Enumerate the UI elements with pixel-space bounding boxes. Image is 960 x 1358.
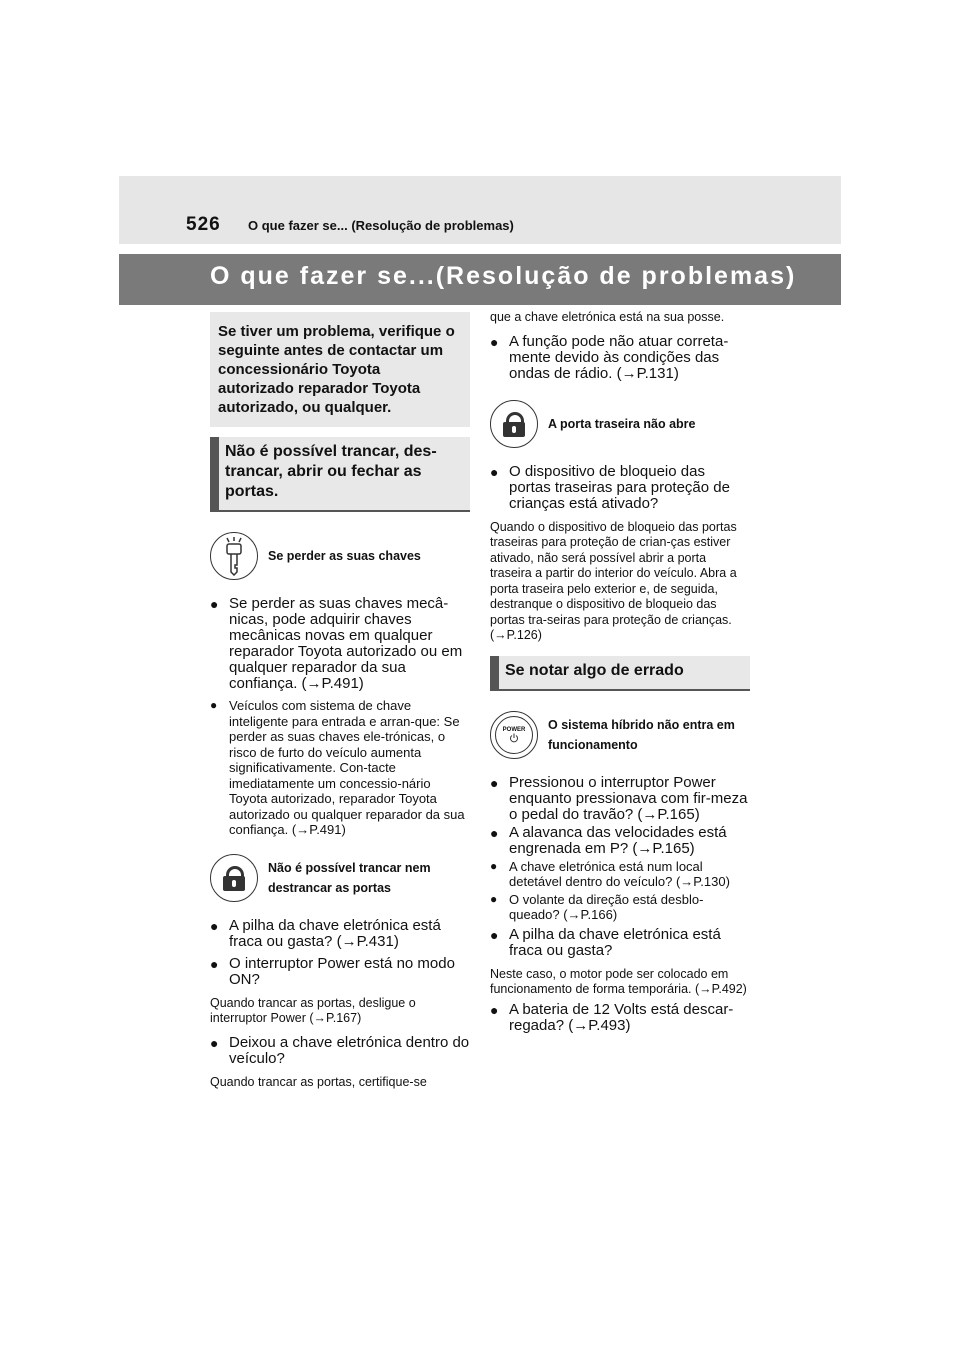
right-column [490,305,750,1034]
note-text: Quando trancar as portas, certifique-se [210,1074,427,1089]
note-text: que a chave eletrónica está na sua posse. [490,310,725,324]
header-bar [119,176,841,244]
list-item: ● O volante da direção está desblo-queado? (→P.166) [490,891,704,922]
subsection-title: Não é possível trancar nem destrancar as portas [268,860,431,895]
power-button-icon: POWER [490,711,538,759]
list-item: ● A pilha da chave eletrónica está fraca ou gasta? [490,925,721,959]
list-item: ● A chave eletrónica está num local detetável dentro do veículo? (→P.130) [490,858,730,889]
subsection-title: Se perder as suas chaves [268,549,421,563]
subsection-rear-door [490,400,750,448]
note-text: Quando o dispositivo de bloqueio das portas traseiras para proteção de crian-ças estiver ativado, não será possível abrir a porta traseira a partir do interior do veículo. Abra a porta traseira pelo exterior e, de seguida, destranque o dispositivo de bloqueio das portas tra-seiras para proteção de crianças. (→P.126) [490,519,737,642]
header-title: O que fazer se... (Resolução de problemas) [248,218,514,233]
section-title-issues: Se notar algo de errado [490,656,750,691]
list-item: ● A pilha da chave eletrónica está fraca ou gasta? (→P.431) [210,916,441,950]
intro-box: Se tiver um problema, verifique o seguinte antes de contactar um concessionário Toyota autorizado reparador Toyota autorizado, ou qualquer. [210,312,470,427]
note-text: Quando trancar as portas, desligue o interruptor Power (→P.167) [210,995,416,1025]
subsection-cannot-lock [210,854,470,902]
lock-icon [210,854,258,902]
list-item: ● O interruptor Power está no modo ON? [210,954,455,988]
list-item: ● Veículos com sistema de chave inteligente para entrada e arran-que: Se perder as suas chaves ele-trónicas, o risco de furto do veículo aumenta significativamente. Con-tacte imediatamente um concessio-nário Toyota autorizado, reparador Toyota autorizado ou qualquer reparador da sua confiança. (→P.491) [210,698,465,837]
band-title: O que fazer se...(Resolução de problemas) [210,262,797,290]
subsection-title: O sistema híbrido não entra em funcionamento [548,717,735,752]
list-item: ● A bateria de 12 Volts está descar-regada? (→P.493) [490,1000,734,1034]
list-item: ● O dispositivo de bloqueio das portas traseiras para proteção de crianças está ativado? [490,462,730,512]
list-item: ● A função pode não atuar correta-mente devido às condições das ondas de rádio. (→P.131) [490,332,729,382]
list-item: ● Deixou a chave eletrónica dentro do veículo? [210,1033,470,1067]
list-item: ● Se perder as suas chaves mecâ-nicas, pode adquirir chaves mecânicas novas em qualquer reparador Toyota autorizado ou em qualquer reparador da sua confiança. (→P.491) [210,595,463,692]
list-item: ● Pressionou o interruptor Power enquanto pressionava com fir-meza o pedal do travão? (→P.165) [490,773,748,823]
page-number: 526 [186,214,221,235]
subsection-title: A porta traseira não abre [548,416,696,431]
section-title-doors: Não é possível trancar, des-trancar, abrir ou fechar as portas. [210,437,470,512]
note-text: Neste caso, o motor pode ser colocado em funcionamento de forma temporária. (→P.492) [490,966,747,996]
list-item: ● A alavanca das velocidades está engrenada em P? (→P.165) [490,823,727,857]
key-icon [210,532,258,580]
subsection-lost-keys [210,532,470,580]
subsection-hybrid-start [490,711,750,759]
left-column [210,305,470,1090]
lock-icon [490,400,538,448]
